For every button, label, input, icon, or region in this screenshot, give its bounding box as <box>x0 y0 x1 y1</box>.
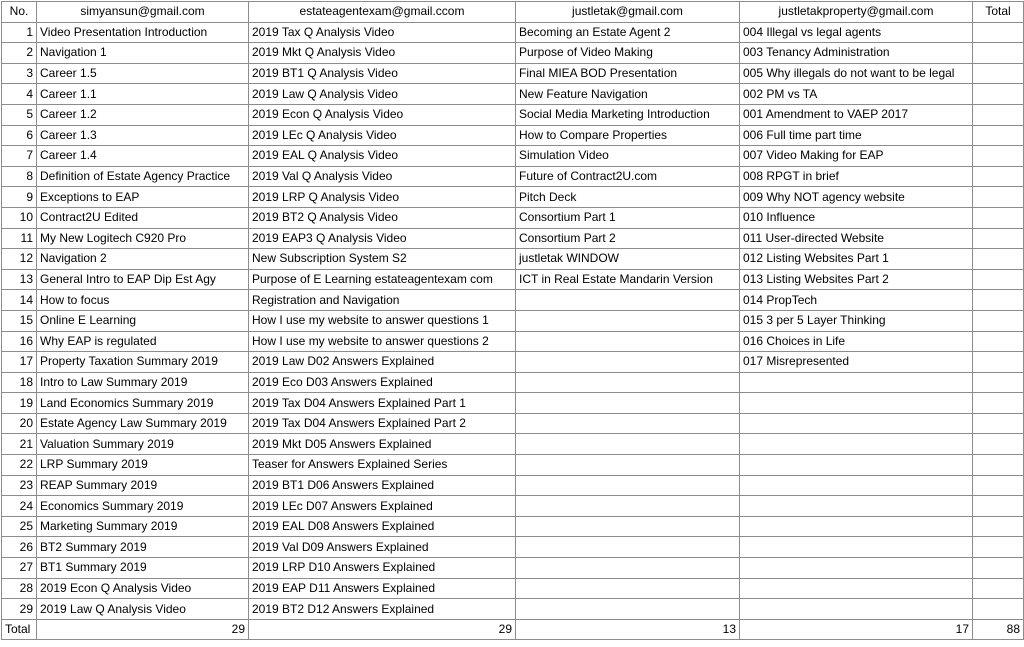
table-row <box>2 290 1024 311</box>
row-number: 14 <box>2 290 37 311</box>
cell-justletakproperty: 005 Why illegals do not want to be legal <box>740 63 973 84</box>
row-number: 12 <box>2 249 37 270</box>
cell-total <box>973 84 1024 105</box>
table-row <box>2 455 1024 476</box>
cell-total <box>973 393 1024 414</box>
table-row <box>2 228 1024 249</box>
cell-total <box>973 290 1024 311</box>
cell-justletakproperty: 003 Tenancy Administration <box>740 43 973 64</box>
cell-justletak <box>516 516 740 537</box>
cell-estateagentexam: 2019 BT1 D06 Answers Explained <box>249 475 516 496</box>
cell-justletak <box>516 599 740 620</box>
cell-simyansun: Definition of Estate Agency Practice <box>37 166 249 187</box>
row-number: 26 <box>2 537 37 558</box>
cell-justletak: Consortium Part 1 <box>516 207 740 228</box>
cell-total <box>973 166 1024 187</box>
cell-total <box>973 599 1024 620</box>
cell-justletakproperty: 009 Why NOT agency website <box>740 187 973 208</box>
cell-total <box>973 372 1024 393</box>
cell-total <box>973 455 1024 476</box>
cell-justletakproperty <box>740 516 973 537</box>
cell-simyansun: Navigation 2 <box>37 249 249 270</box>
row-number: 10 <box>2 207 37 228</box>
table-row <box>2 269 1024 290</box>
cell-estateagentexam: 2019 LEc D07 Answers Explained <box>249 496 516 517</box>
cell-justletakproperty: 010 Influence <box>740 207 973 228</box>
cell-estateagentexam: Purpose of E Learning estateagentexam com <box>249 269 516 290</box>
table-row <box>2 434 1024 455</box>
header-row <box>2 2 1024 23</box>
header-no: No. <box>2 2 37 23</box>
row-number: 15 <box>2 310 37 331</box>
cell-total <box>973 146 1024 167</box>
table-row <box>2 352 1024 373</box>
row-number: 16 <box>2 331 37 352</box>
cell-simyansun: Marketing Summary 2019 <box>37 516 249 537</box>
cell-total <box>973 22 1024 43</box>
table-row <box>2 249 1024 270</box>
cell-estateagentexam: 2019 LRP Q Analysis Video <box>249 187 516 208</box>
cell-total <box>973 228 1024 249</box>
cell-total <box>973 104 1024 125</box>
cell-simyansun: LRP Summary 2019 <box>37 455 249 476</box>
table-row <box>2 310 1024 331</box>
cell-justletakproperty: 004 Illegal vs legal agents <box>740 22 973 43</box>
header-total: Total <box>973 2 1024 23</box>
cell-justletak: Simulation Video <box>516 146 740 167</box>
total-justletak: 13 <box>516 619 740 640</box>
header-justletak: justletak@gmail.com <box>516 2 740 23</box>
table-row <box>2 166 1024 187</box>
cell-justletakproperty: 001 Amendment to VAEP 2017 <box>740 104 973 125</box>
cell-simyansun: Navigation 1 <box>37 43 249 64</box>
table-row <box>2 331 1024 352</box>
cell-justletakproperty: 002 PM vs TA <box>740 84 973 105</box>
cell-estateagentexam: 2019 EAL D08 Answers Explained <box>249 516 516 537</box>
cell-total <box>973 63 1024 84</box>
cell-estateagentexam: 2019 EAP3 Q Analysis Video <box>249 228 516 249</box>
cell-total <box>973 187 1024 208</box>
cell-justletak: How to Compare Properties <box>516 125 740 146</box>
cell-estateagentexam: 2019 BT2 D12 Answers Explained <box>249 599 516 620</box>
cell-estateagentexam: 2019 BT2 Q Analysis Video <box>249 207 516 228</box>
row-number: 17 <box>2 352 37 373</box>
cell-estateagentexam: Registration and Navigation <box>249 290 516 311</box>
cell-estateagentexam: 2019 Tax D04 Answers Explained Part 1 <box>249 393 516 414</box>
row-number: 13 <box>2 269 37 290</box>
cell-justletakproperty: 016 Choices in Life <box>740 331 973 352</box>
cell-estateagentexam: How I use my website to answer questions 1 <box>249 310 516 331</box>
row-number: 1 <box>2 22 37 43</box>
table-row <box>2 599 1024 620</box>
row-number: 24 <box>2 496 37 517</box>
cell-total <box>973 310 1024 331</box>
cell-justletakproperty: 015 3 per 5 Layer Thinking <box>740 310 973 331</box>
row-number: 25 <box>2 516 37 537</box>
cell-justletak <box>516 290 740 311</box>
cell-total <box>973 413 1024 434</box>
cell-estateagentexam: 2019 Val Q Analysis Video <box>249 166 516 187</box>
cell-total <box>973 537 1024 558</box>
cell-simyansun: Career 1.3 <box>37 125 249 146</box>
cell-justletak <box>516 310 740 331</box>
cell-justletak: Final MIEA BOD Presentation <box>516 63 740 84</box>
cell-total <box>973 558 1024 579</box>
cell-justletak <box>516 393 740 414</box>
row-number: 9 <box>2 187 37 208</box>
cell-simyansun: How to focus <box>37 290 249 311</box>
cell-justletak: New Feature Navigation <box>516 84 740 105</box>
cell-estateagentexam: 2019 Econ Q Analysis Video <box>249 104 516 125</box>
cell-total <box>973 207 1024 228</box>
cell-simyansun: BT1 Summary 2019 <box>37 558 249 579</box>
cell-estateagentexam: 2019 EAL Q Analysis Video <box>249 146 516 167</box>
cell-justletak <box>516 455 740 476</box>
grand-total: 88 <box>973 619 1024 640</box>
cell-justletakproperty <box>740 393 973 414</box>
cell-justletakproperty <box>740 372 973 393</box>
cell-justletak <box>516 413 740 434</box>
cell-total <box>973 516 1024 537</box>
header-estateagentexam: estateagentexam@gmail.ccom <box>249 2 516 23</box>
cell-justletak <box>516 372 740 393</box>
row-number: 19 <box>2 393 37 414</box>
cell-estateagentexam: 2019 LRP D10 Answers Explained <box>249 558 516 579</box>
row-number: 22 <box>2 455 37 476</box>
cell-justletakproperty <box>740 599 973 620</box>
row-number: 23 <box>2 475 37 496</box>
cell-estateagentexam: 2019 Mkt D05 Answers Explained <box>249 434 516 455</box>
cell-simyansun: 2019 Econ Q Analysis Video <box>37 578 249 599</box>
table-row <box>2 104 1024 125</box>
cell-estateagentexam: 2019 Tax Q Analysis Video <box>249 22 516 43</box>
cell-total <box>973 475 1024 496</box>
cell-simyansun: Valuation Summary 2019 <box>37 434 249 455</box>
cell-simyansun: Exceptions to EAP <box>37 187 249 208</box>
cell-justletak <box>516 434 740 455</box>
totals-row <box>2 619 1024 640</box>
cell-justletakproperty: 012 Listing Websites Part 1 <box>740 249 973 270</box>
table-row <box>2 84 1024 105</box>
table-row <box>2 578 1024 599</box>
cell-simyansun: General Intro to EAP Dip Est Agy <box>37 269 249 290</box>
cell-simyansun: Career 1.4 <box>37 146 249 167</box>
table-row <box>2 207 1024 228</box>
cell-total <box>973 434 1024 455</box>
table-row <box>2 146 1024 167</box>
cell-justletakproperty <box>740 558 973 579</box>
cell-simyansun: Online E Learning <box>37 310 249 331</box>
table-row <box>2 475 1024 496</box>
cell-justletakproperty: 006 Full time part time <box>740 125 973 146</box>
cell-justletakproperty: 013 Listing Websites Part 2 <box>740 269 973 290</box>
cell-justletakproperty: 011 User-directed Website <box>740 228 973 249</box>
row-number: 7 <box>2 146 37 167</box>
cell-total <box>973 125 1024 146</box>
cell-justletakproperty <box>740 475 973 496</box>
row-number: 27 <box>2 558 37 579</box>
cell-justletakproperty: 007 Video Making for EAP <box>740 146 973 167</box>
cell-estateagentexam: Teaser for Answers Explained Series <box>249 455 516 476</box>
row-number: 4 <box>2 84 37 105</box>
cell-estateagentexam: How I use my website to answer questions 2 <box>249 331 516 352</box>
cell-estateagentexam: New Subscription System S2 <box>249 249 516 270</box>
cell-total <box>973 578 1024 599</box>
table-row <box>2 43 1024 64</box>
video-list-table <box>1 1 1024 640</box>
cell-simyansun: Estate Agency Law Summary 2019 <box>37 413 249 434</box>
cell-justletakproperty <box>740 578 973 599</box>
cell-justletak <box>516 496 740 517</box>
cell-simyansun: My New Logitech C920 Pro <box>37 228 249 249</box>
cell-justletakproperty: 008 RPGT in brief <box>740 166 973 187</box>
cell-simyansun: Intro to Law Summary 2019 <box>37 372 249 393</box>
cell-simyansun: Career 1.1 <box>37 84 249 105</box>
cell-simyansun: REAP Summary 2019 <box>37 475 249 496</box>
table-row <box>2 558 1024 579</box>
table-row <box>2 516 1024 537</box>
table-row <box>2 372 1024 393</box>
cell-simyansun: Contract2U Edited <box>37 207 249 228</box>
cell-justletak <box>516 352 740 373</box>
table-row <box>2 22 1024 43</box>
cell-justletakproperty: 017 Misrepresented <box>740 352 973 373</box>
table-row <box>2 393 1024 414</box>
cell-justletakproperty <box>740 434 973 455</box>
cell-simyansun: Land Economics Summary 2019 <box>37 393 249 414</box>
cell-justletak: Future of Contract2U.com <box>516 166 740 187</box>
cell-justletak <box>516 558 740 579</box>
cell-simyansun: Why EAP is regulated <box>37 331 249 352</box>
cell-justletak: justletak WINDOW <box>516 249 740 270</box>
table-row <box>2 496 1024 517</box>
total-simyansun: 29 <box>37 619 249 640</box>
row-number: 5 <box>2 104 37 125</box>
row-number: 28 <box>2 578 37 599</box>
header-simyansun: simyansun@gmail.com <box>37 2 249 23</box>
cell-simyansun: Video Presentation Introduction <box>37 22 249 43</box>
totals-label: Total <box>2 619 37 640</box>
table-row <box>2 537 1024 558</box>
cell-justletakproperty <box>740 455 973 476</box>
cell-justletak <box>516 537 740 558</box>
row-number: 11 <box>2 228 37 249</box>
cell-justletak: ICT in Real Estate Mandarin Version <box>516 269 740 290</box>
row-number: 2 <box>2 43 37 64</box>
row-number: 29 <box>2 599 37 620</box>
cell-estateagentexam: 2019 BT1 Q Analysis Video <box>249 63 516 84</box>
cell-justletak: Consortium Part 2 <box>516 228 740 249</box>
cell-total <box>973 269 1024 290</box>
cell-justletak: Purpose of Video Making <box>516 43 740 64</box>
row-number: 6 <box>2 125 37 146</box>
table-body <box>2 22 1024 619</box>
cell-justletakproperty: 014 PropTech <box>740 290 973 311</box>
cell-justletak: Pitch Deck <box>516 187 740 208</box>
cell-estateagentexam: 2019 LEc Q Analysis Video <box>249 125 516 146</box>
table-row <box>2 125 1024 146</box>
cell-justletak: Social Media Marketing Introduction <box>516 104 740 125</box>
cell-justletak <box>516 331 740 352</box>
cell-estateagentexam: 2019 Tax D04 Answers Explained Part 2 <box>249 413 516 434</box>
cell-total <box>973 249 1024 270</box>
cell-estateagentexam: 2019 Mkt Q Analysis Video <box>249 43 516 64</box>
table-row <box>2 413 1024 434</box>
row-number: 20 <box>2 413 37 434</box>
cell-estateagentexam: 2019 Law D02 Answers Explained <box>249 352 516 373</box>
cell-total <box>973 331 1024 352</box>
cell-simyansun: Property Taxation Summary 2019 <box>37 352 249 373</box>
cell-justletakproperty <box>740 496 973 517</box>
total-justletakproperty: 17 <box>740 619 973 640</box>
cell-simyansun: Career 1.2 <box>37 104 249 125</box>
cell-total <box>973 43 1024 64</box>
total-estateagentexam: 29 <box>249 619 516 640</box>
cell-simyansun: Economics Summary 2019 <box>37 496 249 517</box>
cell-total <box>973 352 1024 373</box>
cell-simyansun: BT2 Summary 2019 <box>37 537 249 558</box>
cell-justletakproperty <box>740 413 973 434</box>
cell-justletak: Becoming an Estate Agent 2 <box>516 22 740 43</box>
cell-simyansun: Career 1.5 <box>37 63 249 84</box>
cell-estateagentexam: 2019 Val D09 Answers Explained <box>249 537 516 558</box>
cell-total <box>973 496 1024 517</box>
cell-justletak <box>516 475 740 496</box>
row-number: 18 <box>2 372 37 393</box>
cell-estateagentexam: 2019 Eco D03 Answers Explained <box>249 372 516 393</box>
cell-justletakproperty <box>740 537 973 558</box>
cell-estateagentexam: 2019 Law Q Analysis Video <box>249 84 516 105</box>
table-row <box>2 187 1024 208</box>
row-number: 8 <box>2 166 37 187</box>
row-number: 21 <box>2 434 37 455</box>
row-number: 3 <box>2 63 37 84</box>
cell-estateagentexam: 2019 EAP D11 Answers Explained <box>249 578 516 599</box>
cell-simyansun: 2019 Law Q Analysis Video <box>37 599 249 620</box>
header-justletakproperty: justletakproperty@gmail.com <box>740 2 973 23</box>
table-row <box>2 63 1024 84</box>
cell-justletak <box>516 578 740 599</box>
